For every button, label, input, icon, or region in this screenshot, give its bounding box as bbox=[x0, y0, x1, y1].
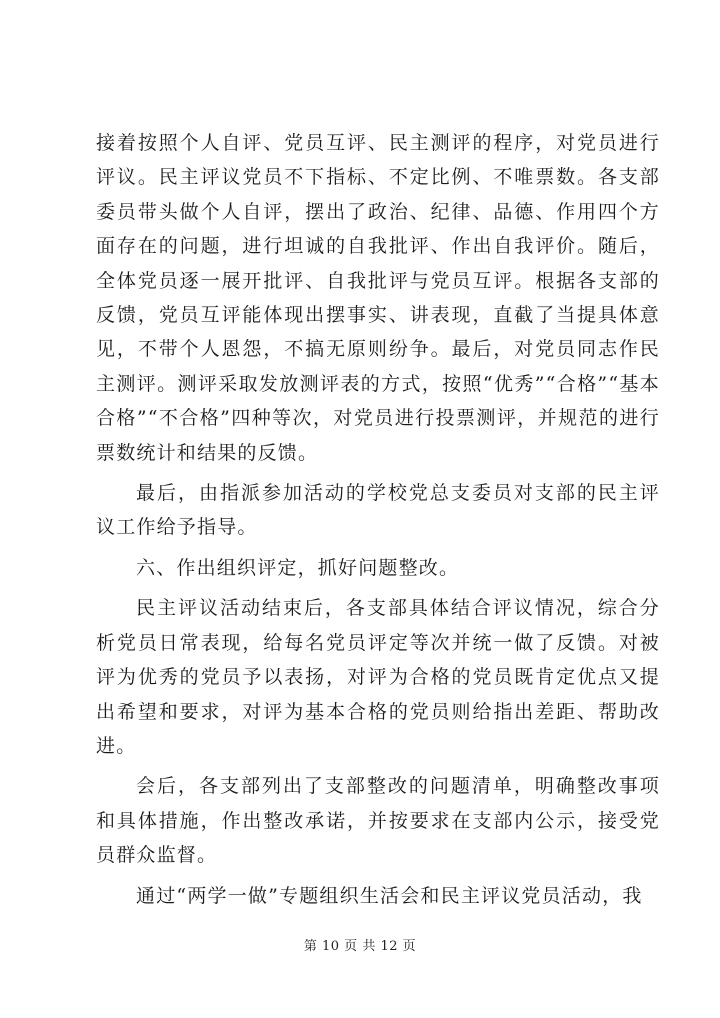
paragraph-evaluation-procedure: 接着按照个人自评、党员互评、民主测评的程序，对党员进行评议。民主评议党员不下指标、不定比例、不唯票数。各支部委员带头做个人自评，摆出了政治、纪律、品德、作用四个方面存在的问题，进行坦诚的自我批评、作出自我评价。随后，全体党员逐一展开批评、自我批评与党员互评。根据各支部的反馈，党员互评能体现出摆事实、讲表现，直截了当提具体意见，不带个人恩怨，不搞无原则纷争。最后，对党员同志作民主测评。测评采取发放测评表的方式，按照“优秀”“合格”“基本合格”“不合格”四种等次，对党员进行投票测评，并规范的进行票数统计和结果的反馈。 bbox=[96, 132, 660, 464]
paragraph-conclusion-start: 通过“两学一做”专题组织生活会和民主评议党员活动，我 bbox=[136, 884, 643, 907]
paragraph-guidance: 最后，由指派参加活动的学校党总支委员对支部的民主评议工作给予指导。 bbox=[96, 482, 660, 539]
page-number-footer: 第 10 页 共 12 页 bbox=[303, 939, 417, 954]
section-heading-six: 六、作出组织评定，抓好问题整改。 bbox=[136, 556, 460, 579]
paragraph-rating-feedback: 民主评议活动结束后，各支部具体结合评议情况，综合分析党员日常表现，给每名党员评定等次并统一做了反馈。对被评为优秀的党员予以表扬，对评为合格的党员既肯定优点又提出希望和要求，对评为基本合格的党员则给指出差距、帮助改进。 bbox=[96, 597, 660, 757]
document-body bbox=[96, 126, 660, 913]
paragraph-rectification: 会后，各支部列出了支部整改的问题清单，明确整改事项和具体措施，作出整改承诺，并按要求在支部内公示，接受党员群众监督。 bbox=[96, 775, 660, 867]
